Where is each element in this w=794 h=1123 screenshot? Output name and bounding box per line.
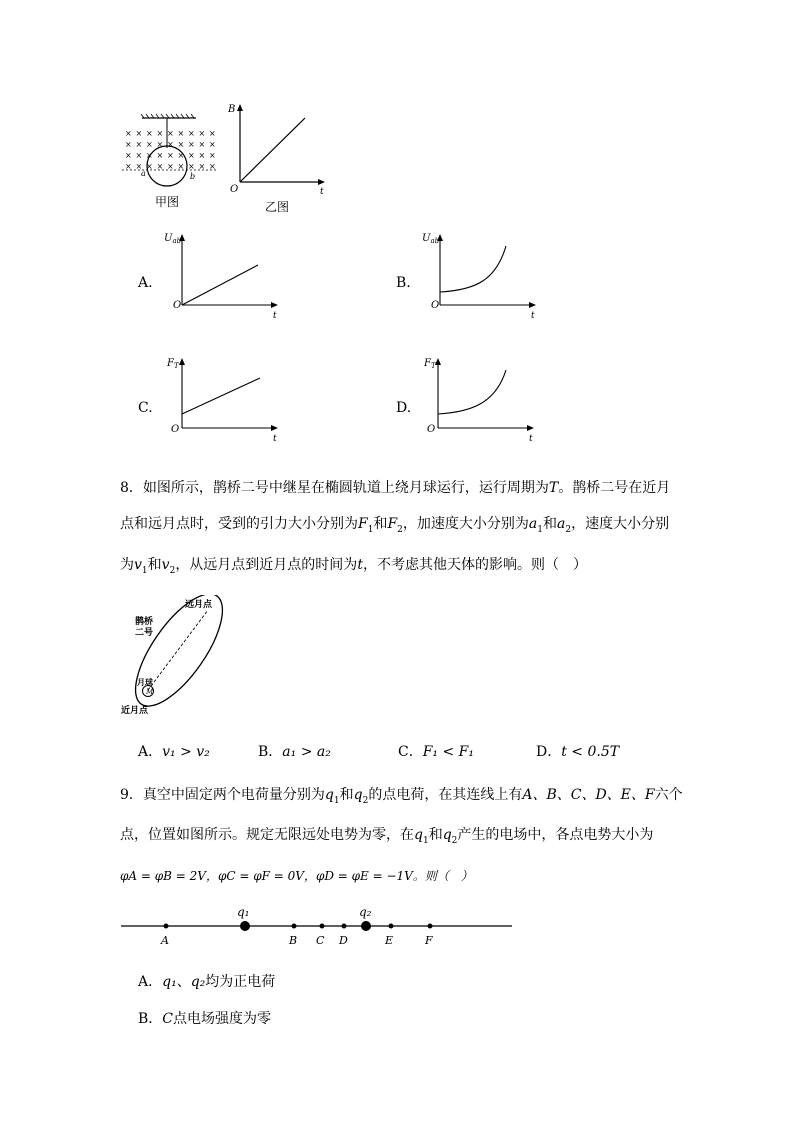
field-cross-mark: ×: [135, 129, 143, 138]
a-ylabel: U: [164, 233, 173, 244]
q7-option-a-letter[interactable]: A.: [138, 275, 153, 291]
q9-option-b[interactable]: [138, 1009, 271, 1029]
q9-q2: q: [353, 787, 363, 803]
q8-v2-sub: 2: [169, 565, 176, 576]
a-ysub: ab: [172, 237, 182, 245]
lbl-q1: q₁: [237, 905, 250, 919]
field-cross-mark: ×: [146, 162, 153, 171]
field-cross-mark: ×: [135, 140, 143, 149]
q9-q1: q: [324, 787, 334, 803]
q8-option-b[interactable]: [258, 742, 331, 762]
q9-q2-sub: 2: [362, 795, 369, 806]
q8-line-1: [120, 478, 670, 498]
lbl-F: F: [425, 934, 433, 947]
field-cross-mark: ×: [125, 140, 132, 149]
field-cross-mark: ×: [198, 151, 206, 160]
a-origin: O: [173, 300, 182, 311]
figure-yi: [225, 100, 335, 200]
c-ysub: T: [173, 362, 179, 370]
field-cross-mark: ×: [146, 129, 153, 138]
b-origin: O: [431, 300, 440, 311]
yi-x-label: t: [320, 187, 324, 197]
q8-t: t: [357, 557, 363, 573]
sat-label-1: 鹊桥: [135, 617, 154, 627]
q8-v1: v: [134, 557, 142, 573]
q8-he3: 和: [147, 557, 162, 573]
q9-line-3: φA = φB = 2V，φC = φF = 0V，φD = φE = −1V。则（ ）: [120, 869, 473, 883]
q8-b-letter: B．: [258, 744, 283, 760]
b-ylabel: U: [422, 233, 431, 244]
q9-q1b: q: [414, 827, 423, 843]
q7-option-d-letter[interactable]: D.: [396, 400, 412, 416]
q8-a2: a: [557, 516, 566, 532]
q8-a1-sub: 1: [537, 524, 543, 535]
q7-option-c-graph: [160, 350, 290, 445]
q9-q2b-sub: 2: [451, 835, 458, 846]
field-cross-mark: ×: [188, 140, 195, 149]
q9-he: 和: [339, 787, 354, 803]
q9-q2b: q: [442, 827, 452, 843]
q9-line-1: [120, 785, 683, 811]
q8-l3a: 为: [120, 557, 134, 573]
field-cross-mark: ×: [156, 151, 164, 160]
q9-q1b-sub: 1: [422, 835, 429, 846]
lbl-B: B: [289, 934, 298, 947]
q9-charge-line: [115, 900, 520, 950]
field-cross-mark: ×: [146, 151, 153, 160]
q8-l3b: ，从远月点到近月点的时间为: [175, 557, 358, 573]
field-cross-mark: ×: [167, 151, 174, 160]
q7-option-b-graph: [418, 228, 548, 323]
field-cross-mark: ×: [198, 129, 206, 138]
field-cross-mark: ×: [188, 162, 195, 171]
d-ysub: T: [430, 362, 436, 370]
field-cross-mark: ×: [156, 162, 164, 171]
q8-a-expr: v₁ > v₂: [162, 744, 210, 760]
q8-l2a: 点和远月点时，受到的引力大小分别为: [120, 516, 358, 532]
q8-l2c: ，速度大小分别: [571, 516, 670, 532]
q8-he1: 和: [373, 516, 388, 532]
svg-text:Uab: [422, 233, 440, 245]
yi-y-label: B: [228, 104, 236, 115]
sat-label-2: 二号: [135, 628, 154, 638]
q8-F1-sub: 1: [367, 524, 374, 535]
q9-l2a: 点，位置如图所示。规定无限远处电势为零，在: [120, 827, 414, 843]
svg-text:Uab: [164, 233, 182, 245]
d-ylabel: F: [424, 358, 431, 369]
field-cross-mark: ×: [167, 129, 174, 138]
caption-yi: 乙图: [265, 200, 290, 214]
field-cross-mark: ×: [146, 140, 153, 149]
field-cross-mark: ×: [177, 129, 185, 138]
lbl-E: E: [385, 934, 394, 947]
q8-line-3: [120, 555, 587, 581]
q8-he2: 和: [543, 516, 557, 532]
field-cross-mark: ×: [209, 140, 216, 149]
field-cross-mark: ×: [198, 140, 206, 149]
q8-option-c[interactable]: [398, 742, 474, 762]
q7-option-c-letter[interactable]: C.: [138, 400, 153, 416]
q8-v1-sub: 1: [141, 565, 148, 576]
q8-d-letter: D．: [536, 744, 562, 760]
c-ylabel: F: [167, 358, 174, 369]
q8-a1: a: [528, 516, 538, 532]
q8-d-expr: t < 0.5T: [561, 744, 620, 760]
q8-c-letter: C．: [398, 744, 423, 760]
field-cross-mark: ×: [135, 151, 143, 160]
q8-b-expr: a₁ > a₂: [282, 744, 331, 760]
q7-option-b-letter[interactable]: B.: [396, 275, 411, 291]
q8-orbit-figure: [115, 595, 235, 720]
label-b: b: [190, 172, 196, 181]
field-cross-mark: ×: [177, 140, 185, 149]
q9-option-a[interactable]: [138, 972, 275, 992]
q8-l1a: 8．如图所示，鹊桥二号中继星在椭圆轨道上绕月球运行，运行周期为: [120, 480, 549, 496]
q9-b-C: C: [162, 1011, 174, 1027]
field-cross-mark: ×: [156, 140, 164, 149]
q8-l2b: ，加速度大小分别为: [402, 516, 529, 532]
q8-F1: F: [358, 516, 368, 532]
q8-l1b: 。鹊桥二号在近月: [558, 480, 671, 496]
b-xlabel: t: [531, 311, 535, 321]
q9-q1-sub: 1: [333, 795, 340, 806]
field-cross-mark: ×: [125, 162, 132, 171]
c-origin: O: [171, 424, 180, 435]
q9-a-text: 均为正电荷: [205, 974, 276, 990]
q9-l1c: 六个: [654, 787, 683, 803]
q9-a-sep: 、: [176, 974, 191, 990]
caption-jia: 甲图: [155, 195, 180, 209]
q8-line-2: [120, 514, 669, 540]
label-a: a: [141, 169, 146, 178]
svg-text:M: M: [146, 688, 154, 696]
q9-b-letter: B．: [138, 1011, 163, 1027]
field-cross-mark: ×: [188, 129, 195, 138]
q9-a-q1: q₁: [162, 974, 177, 990]
q9-line-2: [120, 825, 653, 851]
field-cross-mark: ×: [135, 162, 143, 171]
q8-a-letter: A．: [138, 744, 163, 760]
b-ysub: ab: [430, 237, 440, 245]
q8-F2-sub: 2: [397, 524, 403, 535]
q7-option-d-graph: [418, 350, 548, 445]
q7-option-a-graph: [160, 228, 290, 323]
q9-b-text: 点电场强度为零: [173, 1011, 272, 1027]
q9-points: A、B、C、D、E、F: [522, 787, 655, 803]
q9-a-q2: q₂: [190, 974, 206, 990]
field-cross-mark: ×: [209, 162, 216, 171]
svg-text:FT: [166, 358, 180, 370]
field-cross-mark: ×: [156, 129, 164, 138]
lbl-C: C: [316, 934, 325, 947]
field-cross-mark: ×: [209, 151, 216, 160]
q9-l2b: 产生的电场中，各点电势大小为: [457, 827, 654, 843]
svg-text:FT: [423, 358, 437, 370]
far-label: 远月点: [185, 600, 213, 610]
field-cross-mark: ×: [198, 162, 206, 171]
a-xlabel: t: [273, 311, 277, 321]
d-xlabel: t: [529, 434, 533, 444]
field-cross-mark: ×: [125, 151, 132, 160]
q9-he2: 和: [428, 827, 443, 843]
field-cross-mark: ×: [177, 162, 185, 171]
q8-l3c: ，不考虑其他天体的影响。则（ ）: [362, 557, 587, 573]
field-cross-mark: ×: [188, 151, 195, 160]
d-origin: O: [427, 424, 436, 435]
q8-v2: v: [161, 557, 170, 573]
q8-F2: F: [387, 516, 398, 532]
q9-a-letter: A．: [138, 974, 163, 990]
field-cross-mark: ×: [167, 162, 174, 171]
q8-T: T: [548, 480, 559, 496]
q9-l1b: 的点电荷，在其连线上有: [368, 787, 523, 803]
q8-option-a[interactable]: [138, 742, 210, 762]
lbl-q2: q₂: [359, 905, 372, 919]
near-label: 近月点: [121, 706, 149, 716]
field-cross-mark: ×: [209, 129, 216, 138]
field-cross-mark: ×: [177, 151, 185, 160]
q8-a2-sub: 2: [565, 524, 572, 535]
lbl-D: D: [339, 934, 348, 947]
lbl-A: A: [161, 934, 169, 947]
q8-option-d[interactable]: [536, 742, 619, 762]
field-cross-mark: ×: [167, 140, 174, 149]
yi-origin: O: [230, 184, 239, 195]
c-xlabel: t: [273, 434, 277, 444]
field-cross-mark: ×: [125, 129, 132, 138]
q9-l1a: 9．真空中固定两个电荷量分别为: [120, 787, 325, 803]
q8-c-expr: F₁ < F₁: [422, 744, 475, 760]
moon-label: 月球: [137, 678, 153, 687]
